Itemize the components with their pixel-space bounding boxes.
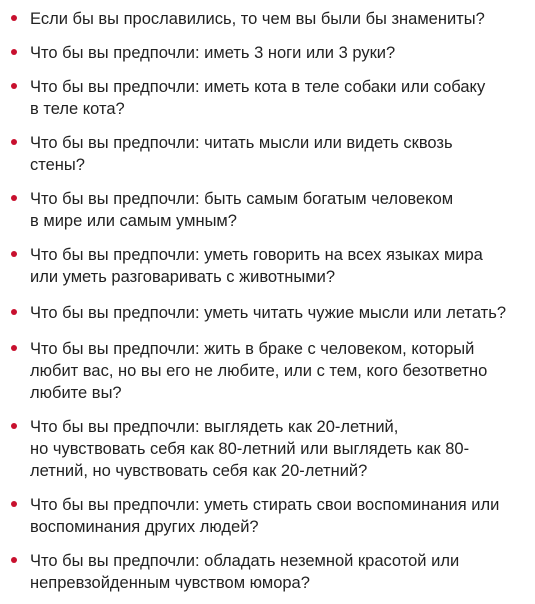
list-item-text: Что бы вы предпочли: обладать неземной красотой или непревзойденным чувством юмора?	[30, 552, 460, 592]
bullet-icon	[11, 501, 17, 507]
bullet-icon	[11, 557, 17, 563]
list-item-text: Что бы вы предпочли: жить в браке с человеком, который любит вас, но вы его не любите, или с тем, кого безответно любите вы?	[30, 340, 488, 402]
bullet-icon	[11, 139, 17, 145]
list-item-text: Что бы вы предпочли: иметь кота в теле собаки или собаку в теле кота?	[30, 78, 486, 118]
bullet-icon	[11, 195, 17, 201]
list-item-text: Что бы вы предпочли: иметь 3 ноги или 3 руки?	[30, 44, 396, 62]
bullet-icon	[11, 251, 17, 257]
list-item-text: Что бы вы предпочли: уметь стирать свои воспоминания или воспоминания других людей?	[30, 496, 500, 536]
list-item-text: Что бы вы предпочли: уметь читать чужие мысли или летать?	[30, 304, 507, 322]
list-item-text: Что бы вы предпочли: быть самым богатым человеком в мире или самым умным?	[30, 190, 454, 230]
bullet-icon	[11, 423, 17, 429]
bullet-icon	[11, 49, 17, 55]
bullet-icon	[11, 345, 17, 351]
bullet-icon	[11, 15, 17, 21]
list-item-text: Что бы вы предпочли: выглядеть как 20-летний, но чувствовать себя как 80-летний или выглядеть как 80- летний, но чувствовать себя как 20-летний?	[30, 418, 470, 480]
list-item-text: Что бы вы предпочли: уметь говорить на всех языках мира или уметь разговаривать с животными?	[30, 246, 483, 286]
list-item-text: Что бы вы предпочли: читать мысли или видеть сквозь стены?	[30, 134, 453, 174]
bullet-icon	[11, 309, 17, 315]
list-item-text: Если бы вы прославились, то чем вы были бы знамениты?	[30, 10, 485, 28]
bullet-icon	[11, 83, 17, 89]
